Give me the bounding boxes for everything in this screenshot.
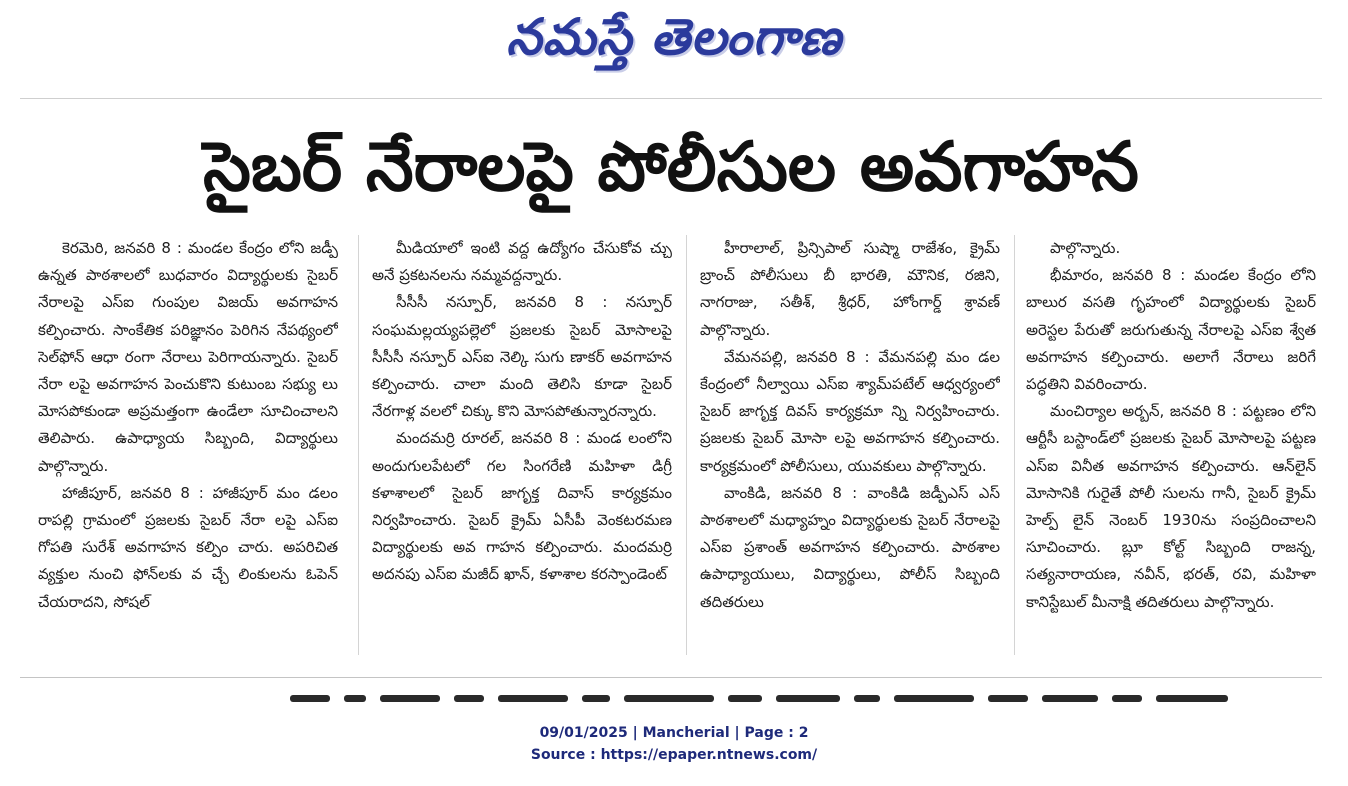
column-divider [358,235,359,655]
column-divider [1014,235,1015,655]
column-paragraph: భీమారం, జనవరి 8 : మండల కేంద్రం లోని బాలుర వసతి గృహంలో విద్యార్థులకు సైబర్‌ అరెస్టల పేరుతో జరుగుతున్న నేరాలపై ఎస్‌ఐ శ్వేత అవగాహన కల్పించారు. అలాగే నేరాలు జరిగే పద్ధతిని వివరించారు. [1026,266,1316,394]
column-paragraph: కెరమెరి, జనవరి 8 : మండల కేంద్రం లోని జడ్పీ ఉన్నత పాఠశాలలో బుధవారం విద్యార్థులకు సైబర్‌ నేరాలపై ఎస్‌ఐ గుంపుల విజయ్‌ అవగాహన కల్పించారు. సాంకేతిక పరిజ్ఞానం పెరిగిన నేపథ్యంలో సెల్‌ఫోన్‌ ఆధా రంగా నేరాలు పెరిగాయన్నారు. సైబర్‌ నేరా లపై అవగాహన పెంచుకొని కుటుంబ సభ్యు లు మోసపోకుండా అప్రమత్తంగా ఉండేలా సూచించాలని తెలిపారు. ఉపాధ్యాయ సిబ్బంది, విద్యార్థులు పాల్గొన్నారు. [38,239,338,475]
source-link[interactable]: Source : https://epaper.ntnews.com/ [530,747,818,763]
column-paragraph: పాల్గొన్నారు. [1050,239,1121,257]
newspaper-masthead [0,0,1348,80]
column-paragraph: మీడియాలో ఇంటి వద్ద ఉద్యోగం చేసుకోవ చ్చు అనే ప్రకటనలను నమ్మవద్దన్నారు. [372,239,672,285]
column-paragraph: మంచిర్యాల అర్బన్‌, జనవరి 8 : పట్టణం లోని ఆర్టీసీ బస్టాండ్‌లో ప్రజలకు సైబర్‌ మోసాలపై పట్టణ ఎస్‌ఐ వినీత అవగాహన కల్పించారు. ఆన్‌లైన్‌ మోసానికి గురైతే పోలీ సులను గానీ, సైబర్‌ క్రైమ్‌ హెల్ప్‌ లైన్‌ నెంబర్‌ 1930ను సంప్రదించాలని సూచించారు. బ్లూ కోల్ట్‌ సిబ్బంది రాజన్న, సత్యనారాయణ, నవీన్‌, భరత్‌, రవి, మహిళా కానిస్టేబుల్‌ మీనాక్షి తదితరులు పాల్గొన్నారు. [1026,402,1316,611]
column-paragraph: మందమర్రి రూరల్‌, జనవరి 8 : మండ లంలోని అందుగులపేటలో గల సింగరేణి మహిళా డిగ్రీ కళాశాలలో సైబర్‌ జాగృక్త దివాస్‌ కార్యక్రమం నిర్వహించారు. సైబర్‌ క్రైమ్‌ ఏసీపీ వెంకటరమణ విద్యార్థులకు అవ గాహన కల్పించారు. మందమర్రి అదనపు ఎస్‌ఐ మజీద్‌ ఖాన్‌, కళాశాల కరస్పాండెంట్‌ [372,429,672,584]
article-column-2 [372,235,672,655]
column-paragraph: వాంకిడి, జనవరి 8 : వాంకిడి జడ్పీఎస్‌ ఎస్‌ పాఠశాలలో మధ్యాహ్నం విద్యార్థులకు సైబర్‌ నేరాలపై ఎస్‌ఐ ప్రశాంత్‌ అవగాహన కల్పించారు. పాఠశాల ఉపాధ్యాయులు, విద్యార్థులు, పోలీస్‌ సిబ్బంది తదితరులు [700,483,1000,611]
article-column-4 [1026,235,1316,655]
article-column-3 [700,235,1000,655]
column-paragraph: వేమనపల్లి, జనవరి 8 : వేమనపల్లి మం డల కేంద్రంలో నీల్వాయి ఎస్‌ఐ శ్యామ్‌పటేల్‌ ఆధ్వర్యంలో సైబర్‌ జాగృక్త దివస్‌ కార్యక్రమా న్ని నిర్వహించారు. ప్రజలకు సైబర్‌ మోసా లపై అవగాహన కల్పించారు. కార్యక్రమంలో పోలీసులు, యువకులు పాల్గొన్నారు. [700,347,1000,475]
article-column-1 [38,235,338,655]
column-divider [686,235,687,655]
clipping-bottom-divider [20,677,1322,678]
cropped-next-headline [290,695,1300,709]
article-clipping [20,98,1322,709]
column-paragraph: హీరాలాల్‌, ప్రిన్సిపాల్‌ సుష్మా రాజేశం, క్రైమ్‌ బ్రాంచ్‌ పోలీసులు బీ భారతి, మౌనిక, రజిని, నాగరాజు, సతీశ్‌, శ్రీధర్‌, హోంగార్డ్‌ శ్రావణ్‌ పాల్గొన్నారు. [700,239,1000,339]
column-paragraph: హాజీపూర్‌, జనవరి 8 : హాజీపూర్‌ మం డలం రాపల్లి గ్రామంలో ప్రజలకు సైబర్‌ నేరా లపై ఎస్‌ఐ గోపతి సురేశ్‌ అవగాహన కల్పిం చారు. అపరిచిత వ్యక్తుల నుంచి ఫోన్‌లకు వ చ్చే లింకులను ఓపెన్‌ చేయరాదని, సోషల్‌ [38,483,338,611]
epaper-footer [0,722,1348,766]
masthead-title: నమస్తే తెలంగాణ [506,7,842,66]
column-paragraph: సీసీసీ నస్పూర్‌, జనవరి 8 : నస్పూర్‌ సంఘమల్లయ్యపల్లెలో ప్రజలకు సైబర్‌ మోసాలపై సీసీసీ నస్పూర్‌ ఎస్‌ఐ నెల్కి సుగు ణాకర్‌ అవగాహన కల్పించారు. చాలా మంది తెలిసి కూడా సైబర్‌ నేరగాళ్ల వలలో చిక్కు కొని మోసపోతున్నారన్నారు. [372,293,672,421]
article-headline: సైబర్‌ నేరాలపై పోలీసుల అవగాహన [203,128,1139,207]
edition-info: 09/01/2025 | Mancherial | Page : 2 [539,725,809,741]
